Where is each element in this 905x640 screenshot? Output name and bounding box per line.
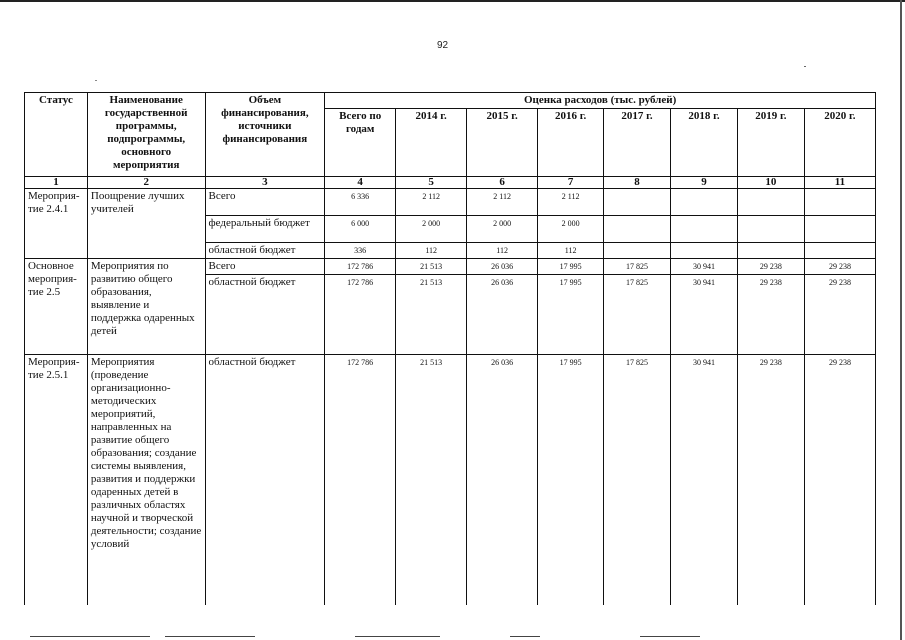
- value-cell: 2 112: [538, 189, 604, 216]
- value-cell: 30 941: [671, 355, 738, 605]
- value-cell: 336: [325, 243, 396, 259]
- row-source: федеральный бюджет: [205, 216, 325, 243]
- value-cell: 2 112: [396, 189, 467, 216]
- value-cell: [604, 216, 671, 243]
- value-cell: 29 238: [804, 275, 875, 355]
- row-source: областной бюджет: [205, 275, 325, 355]
- value-cell: 2 000: [538, 216, 604, 243]
- page-right-border: [900, 0, 902, 640]
- value-cell: 17 995: [538, 355, 604, 605]
- value-cell: 2 000: [467, 216, 538, 243]
- row-source: областной бюджет: [205, 355, 325, 605]
- value-cell: 29 238: [737, 259, 804, 275]
- column-number: 4: [325, 177, 396, 189]
- header-name: Наименование государственной программы, подпрограммы, основного мероприятия: [87, 93, 205, 177]
- value-cell: [737, 216, 804, 243]
- header-total: Всего по годам: [325, 109, 396, 177]
- value-cell: [604, 243, 671, 259]
- value-cell: 29 238: [804, 355, 875, 605]
- column-number-row: [25, 177, 876, 189]
- row-source: Всего: [205, 259, 325, 275]
- scan-artifact-dot: [804, 66, 806, 67]
- value-cell: [671, 243, 738, 259]
- value-cell: [737, 243, 804, 259]
- scan-artifact-line: [165, 636, 255, 637]
- value-cell: 172 786: [325, 275, 396, 355]
- value-cell: 6 000: [325, 216, 396, 243]
- header-year: 2018 г.: [671, 109, 738, 177]
- row-status: Мероприя-тие 2.4.1: [25, 189, 88, 259]
- value-cell: 17 825: [604, 355, 671, 605]
- column-number: 9: [671, 177, 738, 189]
- value-cell: [804, 216, 875, 243]
- value-cell: 17 995: [538, 259, 604, 275]
- header-year: 2015 г.: [467, 109, 538, 177]
- column-number: 11: [804, 177, 875, 189]
- value-cell: 26 036: [467, 355, 538, 605]
- value-cell: 172 786: [325, 355, 396, 605]
- column-number: 10: [737, 177, 804, 189]
- value-cell: 17 825: [604, 259, 671, 275]
- header-year: 2019 г.: [737, 109, 804, 177]
- table-row: [25, 259, 876, 275]
- value-cell: 30 941: [671, 259, 738, 275]
- value-cell: 112: [467, 243, 538, 259]
- value-cell: 29 238: [737, 275, 804, 355]
- value-cell: 21 513: [396, 275, 467, 355]
- column-number: 3: [205, 177, 325, 189]
- value-cell: [804, 189, 875, 216]
- column-number: 8: [604, 177, 671, 189]
- value-cell: 6 336: [325, 189, 396, 216]
- value-cell: 112: [396, 243, 467, 259]
- column-number: 6: [467, 177, 538, 189]
- header-estimate: Оценка расходов (тыс. рублей): [325, 93, 876, 109]
- header-year: 2014 г.: [396, 109, 467, 177]
- row-name: Поощрение лучших учителей: [87, 189, 205, 259]
- value-cell: 17 825: [604, 275, 671, 355]
- value-cell: 2 112: [467, 189, 538, 216]
- page-top-border: [0, 0, 905, 2]
- value-cell: 17 995: [538, 275, 604, 355]
- value-cell: [737, 189, 804, 216]
- table-row: [25, 189, 876, 216]
- column-number: 1: [25, 177, 88, 189]
- value-cell: 21 513: [396, 259, 467, 275]
- value-cell: [604, 189, 671, 216]
- value-cell: 21 513: [396, 355, 467, 605]
- value-cell: [804, 243, 875, 259]
- value-cell: 29 238: [804, 259, 875, 275]
- row-source: Всего: [205, 189, 325, 216]
- column-number: 2: [87, 177, 205, 189]
- page-number: 92: [437, 40, 449, 51]
- row-source: областной бюджет: [205, 243, 325, 259]
- value-cell: 26 036: [467, 275, 538, 355]
- header-status: Статус: [25, 93, 88, 177]
- header-year: 2017 г.: [604, 109, 671, 177]
- value-cell: 30 941: [671, 275, 738, 355]
- row-status: Основное мероприя-тие 2.5: [25, 259, 88, 355]
- value-cell: [671, 216, 738, 243]
- row-status: Мероприя-тие 2.5.1: [25, 355, 88, 605]
- header-year: 2020 г.: [804, 109, 875, 177]
- value-cell: 112: [538, 243, 604, 259]
- row-name: Мероприятия по развитию общего образования, выявление и поддержка одаренных детей: [87, 259, 205, 355]
- column-number: 5: [396, 177, 467, 189]
- expenditure-table: [24, 92, 876, 605]
- scan-artifact-line: [510, 636, 540, 637]
- value-cell: 2 000: [396, 216, 467, 243]
- scan-artifact-line: [640, 636, 700, 637]
- table-row: [25, 355, 876, 605]
- scan-artifact-line: [30, 636, 150, 637]
- value-cell: 172 786: [325, 259, 396, 275]
- column-number: 7: [538, 177, 604, 189]
- scan-artifact-dot: [95, 80, 97, 81]
- row-name: Мероприятия (проведение организационно-методических мероприятий, направленных на развитие общего образования; создание системы выявления, развития и поддержки одаренных детей в различных областях научной и творческой деятельности; создание условий: [87, 355, 205, 605]
- scan-artifact-line: [355, 636, 440, 637]
- header-volume: Объем финансирования, источники финансирования: [205, 93, 325, 177]
- value-cell: 29 238: [737, 355, 804, 605]
- value-cell: 26 036: [467, 259, 538, 275]
- value-cell: [671, 189, 738, 216]
- header-year: 2016 г.: [538, 109, 604, 177]
